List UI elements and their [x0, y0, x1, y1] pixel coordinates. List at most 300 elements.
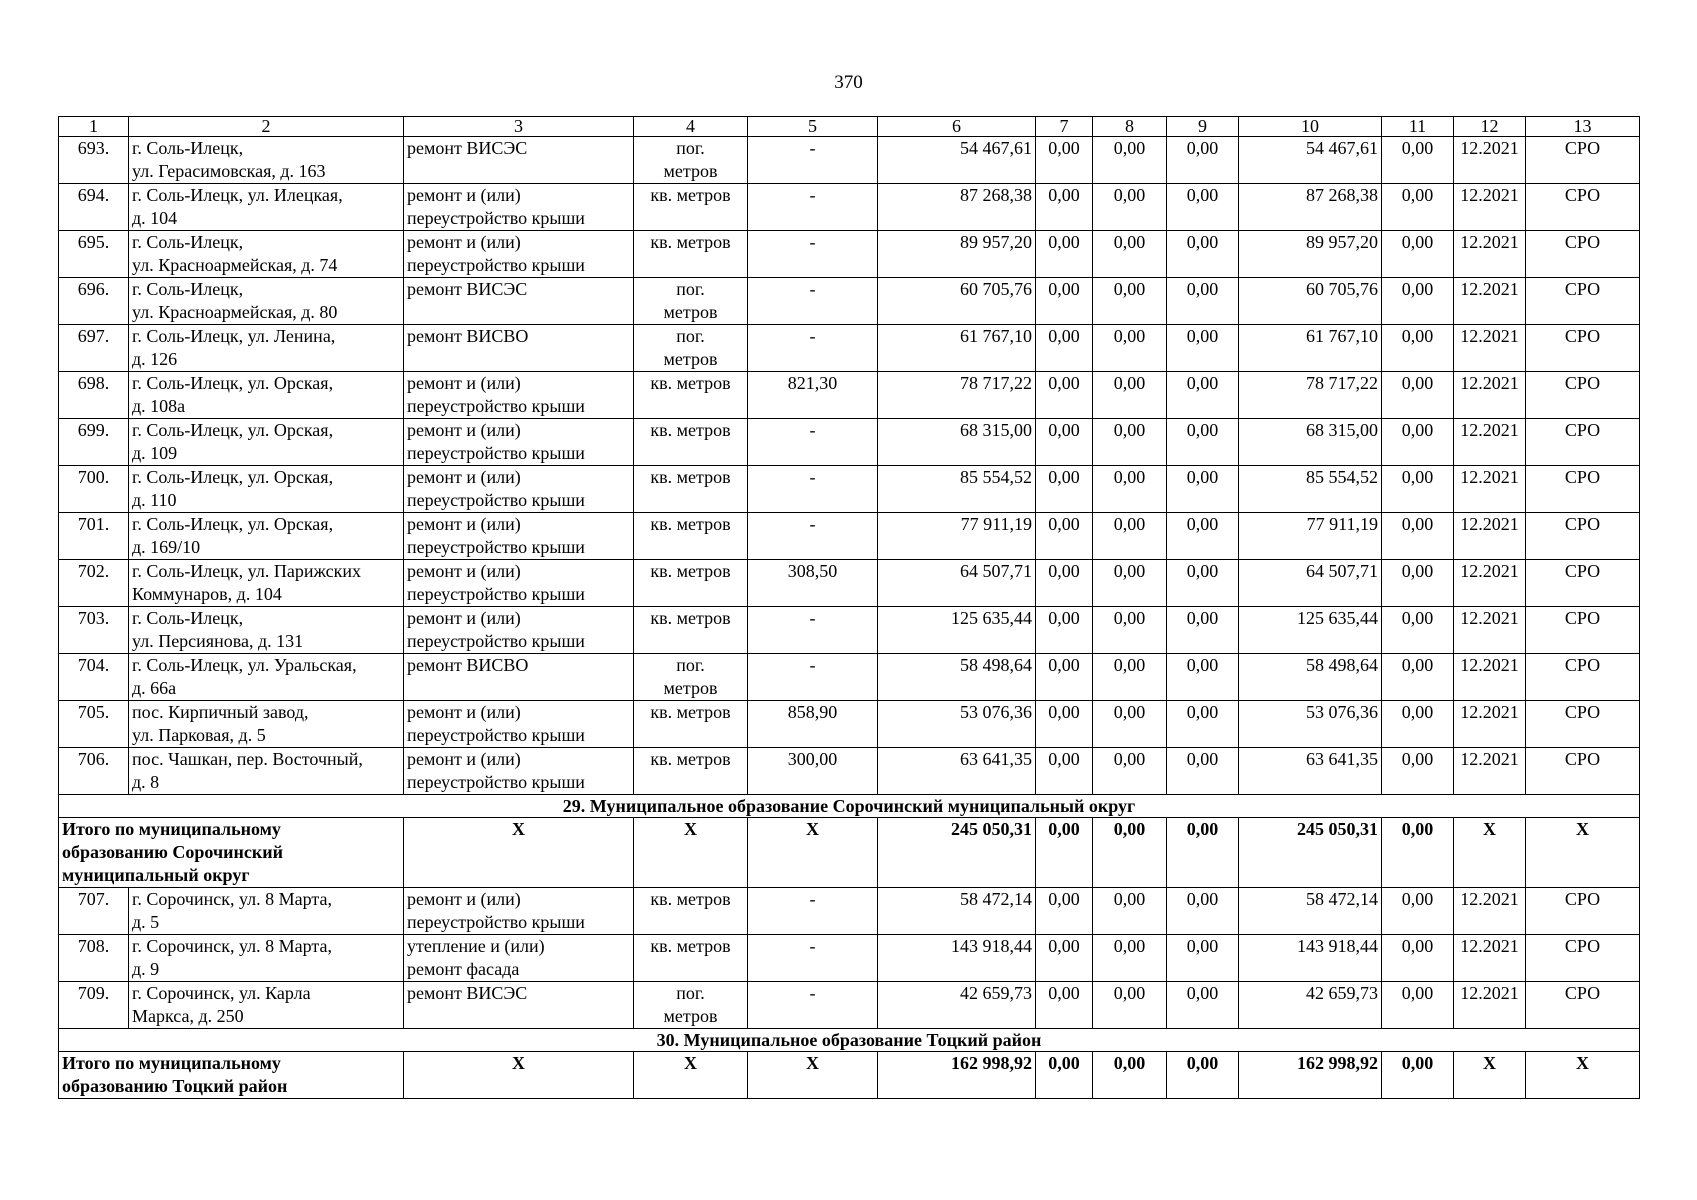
total-col-12: X: [1454, 818, 1526, 888]
unit-cell: [634, 231, 748, 278]
work-type-cell: [404, 935, 634, 982]
fund-9-cell: 0,00: [1167, 748, 1239, 795]
work-type-line-1: ремонт и (или): [407, 420, 521, 440]
row-number: 703.: [59, 607, 129, 654]
unit-cell: [634, 278, 748, 325]
total-col-10: 245 050,31: [1239, 818, 1382, 888]
fund-10-cell: 89 957,20: [1239, 231, 1382, 278]
total-label-line-2: образованию Сорочинский: [62, 842, 283, 862]
address-line-1: г. Соль-Илецк, ул. Ленина,: [132, 326, 336, 346]
section-heading-row: [59, 795, 1640, 818]
volume-cell: -: [748, 982, 878, 1029]
work-type-cell: [404, 372, 634, 419]
unit-line-1: пог.: [676, 279, 705, 299]
address-line-2: ул. Красноармейская, д. 80: [132, 302, 338, 322]
deadline-cell: 12.2021: [1454, 325, 1526, 372]
address-cell: [129, 513, 404, 560]
column-header: 3: [404, 117, 634, 137]
fund-11-cell: 0,00: [1382, 701, 1454, 748]
work-type-line-1: ремонт и (или): [407, 749, 521, 769]
address-line-2: д. 110: [132, 490, 177, 510]
fund-7-cell: 0,00: [1036, 325, 1093, 372]
table-row: [59, 701, 1640, 748]
total-col-5: X: [748, 818, 878, 888]
volume-cell: -: [748, 888, 878, 935]
address-cell: [129, 654, 404, 701]
address-line-1: г. Соль-Илецк, ул. Илецкая,: [132, 185, 343, 205]
method-cell: СРО: [1526, 466, 1640, 513]
volume-cell: -: [748, 137, 878, 184]
fund-11-cell: 0,00: [1382, 607, 1454, 654]
work-type-cell: [404, 888, 634, 935]
row-number: 706.: [59, 748, 129, 795]
column-header: 11: [1382, 117, 1454, 137]
table-row: [59, 372, 1640, 419]
fund-9-cell: 0,00: [1167, 935, 1239, 982]
total-row: [59, 818, 1640, 888]
cost-total-cell: 125 635,44: [878, 607, 1036, 654]
unit-line-1: кв. метров: [650, 420, 731, 440]
row-number: 698.: [59, 372, 129, 419]
work-type-cell: [404, 607, 634, 654]
unit-line-1: кв. метров: [650, 936, 731, 956]
address-cell: [129, 278, 404, 325]
table-row: [59, 278, 1640, 325]
section-heading-row: [59, 1029, 1640, 1052]
cost-total-cell: 143 918,44: [878, 935, 1036, 982]
method-cell: СРО: [1526, 560, 1640, 607]
row-number: 708.: [59, 935, 129, 982]
work-type-cell: [404, 231, 634, 278]
total-col-11: 0,00: [1382, 1052, 1454, 1099]
fund-11-cell: 0,00: [1382, 982, 1454, 1029]
fund-10-cell: 58 472,14: [1239, 888, 1382, 935]
table-row: [59, 137, 1640, 184]
unit-cell: [634, 701, 748, 748]
fund-7-cell: 0,00: [1036, 513, 1093, 560]
fund-10-cell: 42 659,73: [1239, 982, 1382, 1029]
work-type-line-1: ремонт и (или): [407, 185, 521, 205]
column-header: 4: [634, 117, 748, 137]
work-type-cell: [404, 701, 634, 748]
fund-10-cell: 58 498,64: [1239, 654, 1382, 701]
deadline-cell: 12.2021: [1454, 231, 1526, 278]
total-col-4: X: [634, 1052, 748, 1099]
cost-total-cell: 64 507,71: [878, 560, 1036, 607]
unit-cell: [634, 137, 748, 184]
total-col-13: X: [1526, 818, 1640, 888]
work-type-cell: [404, 137, 634, 184]
address-line-2: д. 108а: [132, 396, 186, 416]
work-type-line-1: ремонт ВИСЭС: [407, 138, 528, 158]
table-row: [59, 607, 1640, 654]
address-cell: [129, 982, 404, 1029]
work-type-line-2: переустройство крыши: [407, 443, 585, 463]
fund-7-cell: 0,00: [1036, 419, 1093, 466]
fund-10-cell: 143 918,44: [1239, 935, 1382, 982]
unit-line-1: кв. метров: [650, 467, 731, 487]
fund-7-cell: 0,00: [1036, 466, 1093, 513]
unit-line-2: метров: [663, 161, 718, 181]
volume-cell: -: [748, 419, 878, 466]
fund-8-cell: 0,00: [1093, 607, 1167, 654]
work-type-cell: [404, 748, 634, 795]
unit-line-2: метров: [663, 349, 718, 369]
fund-8-cell: 0,00: [1093, 513, 1167, 560]
deadline-cell: 12.2021: [1454, 560, 1526, 607]
fund-8-cell: 0,00: [1093, 419, 1167, 466]
fund-10-cell: 85 554,52: [1239, 466, 1382, 513]
row-number: 701.: [59, 513, 129, 560]
fund-9-cell: 0,00: [1167, 607, 1239, 654]
deadline-cell: 12.2021: [1454, 701, 1526, 748]
column-header: 5: [748, 117, 878, 137]
fund-10-cell: 53 076,36: [1239, 701, 1382, 748]
address-cell: [129, 325, 404, 372]
unit-line-1: пог.: [676, 138, 705, 158]
table-row: [59, 466, 1640, 513]
deadline-cell: 12.2021: [1454, 654, 1526, 701]
total-col-8: 0,00: [1093, 818, 1167, 888]
fund-8-cell: 0,00: [1093, 935, 1167, 982]
fund-11-cell: 0,00: [1382, 466, 1454, 513]
fund-10-cell: 63 641,35: [1239, 748, 1382, 795]
volume-cell: -: [748, 466, 878, 513]
fund-9-cell: 0,00: [1167, 372, 1239, 419]
cost-total-cell: 87 268,38: [878, 184, 1036, 231]
fund-9-cell: 0,00: [1167, 654, 1239, 701]
fund-10-cell: 77 911,19: [1239, 513, 1382, 560]
address-cell: [129, 748, 404, 795]
row-number: 697.: [59, 325, 129, 372]
row-number: 709.: [59, 982, 129, 1029]
table-row: [59, 888, 1640, 935]
fund-9-cell: 0,00: [1167, 419, 1239, 466]
method-cell: СРО: [1526, 137, 1640, 184]
work-type-line-2: переустройство крыши: [407, 490, 585, 510]
unit-cell: [634, 419, 748, 466]
work-type-line-2: переустройство крыши: [407, 208, 585, 228]
fund-11-cell: 0,00: [1382, 513, 1454, 560]
work-type-line-1: ремонт ВИСЭС: [407, 983, 528, 1003]
volume-cell: -: [748, 654, 878, 701]
method-cell: СРО: [1526, 513, 1640, 560]
total-col-11: 0,00: [1382, 818, 1454, 888]
address-line-1: г. Соль-Илецк,: [132, 279, 244, 299]
fund-9-cell: 0,00: [1167, 231, 1239, 278]
work-type-line-2: переустройство крыши: [407, 912, 585, 932]
fund-7-cell: 0,00: [1036, 654, 1093, 701]
cost-total-cell: 58 472,14: [878, 888, 1036, 935]
fund-8-cell: 0,00: [1093, 982, 1167, 1029]
fund-9-cell: 0,00: [1167, 137, 1239, 184]
fund-7-cell: 0,00: [1036, 607, 1093, 654]
fund-8-cell: 0,00: [1093, 654, 1167, 701]
capital-repair-table: [58, 116, 1640, 1099]
table-row: [59, 982, 1640, 1029]
work-type-line-1: ремонт ВИСЭС: [407, 279, 528, 299]
unit-cell: [634, 654, 748, 701]
address-cell: [129, 137, 404, 184]
cost-total-cell: 53 076,36: [878, 701, 1036, 748]
method-cell: СРО: [1526, 888, 1640, 935]
total-col-6: 162 998,92: [878, 1052, 1036, 1099]
address-cell: [129, 419, 404, 466]
cost-total-cell: 61 767,10: [878, 325, 1036, 372]
fund-7-cell: 0,00: [1036, 935, 1093, 982]
fund-8-cell: 0,00: [1093, 701, 1167, 748]
table-row: [59, 748, 1640, 795]
method-cell: СРО: [1526, 607, 1640, 654]
fund-7-cell: 0,00: [1036, 137, 1093, 184]
unit-cell: [634, 184, 748, 231]
work-type-line-1: ремонт и (или): [407, 561, 521, 581]
address-line-2: ул. Персиянова, д. 131: [132, 631, 304, 651]
work-type-cell: [404, 982, 634, 1029]
total-label-cell: [59, 818, 404, 888]
unit-cell: [634, 935, 748, 982]
unit-cell: [634, 982, 748, 1029]
total-label-line-1: Итого по муниципальному: [62, 819, 281, 839]
fund-9-cell: 0,00: [1167, 325, 1239, 372]
fund-10-cell: 125 635,44: [1239, 607, 1382, 654]
fund-10-cell: 87 268,38: [1239, 184, 1382, 231]
work-type-cell: [404, 419, 634, 466]
cost-total-cell: 78 717,22: [878, 372, 1036, 419]
cost-total-cell: 42 659,73: [878, 982, 1036, 1029]
table-row: [59, 325, 1640, 372]
total-col-4: X: [634, 818, 748, 888]
fund-11-cell: 0,00: [1382, 372, 1454, 419]
work-type-cell: [404, 513, 634, 560]
total-col-7: 0,00: [1036, 818, 1093, 888]
unit-cell: [634, 888, 748, 935]
column-header: 1: [59, 117, 129, 137]
address-line-2: д. 5: [132, 912, 160, 932]
fund-11-cell: 0,00: [1382, 278, 1454, 325]
cost-total-cell: 58 498,64: [878, 654, 1036, 701]
unit-cell: [634, 748, 748, 795]
column-header: 6: [878, 117, 1036, 137]
row-number: 695.: [59, 231, 129, 278]
column-header: 10: [1239, 117, 1382, 137]
total-col-7: 0,00: [1036, 1052, 1093, 1099]
page-number: 370: [834, 72, 863, 93]
unit-line-1: пог.: [676, 326, 705, 346]
method-cell: СРО: [1526, 701, 1640, 748]
address-line-2: д. 8: [132, 772, 160, 792]
fund-8-cell: 0,00: [1093, 888, 1167, 935]
fund-7-cell: 0,00: [1036, 888, 1093, 935]
address-cell: [129, 231, 404, 278]
table-row: [59, 231, 1640, 278]
deadline-cell: 12.2021: [1454, 748, 1526, 795]
method-cell: СРО: [1526, 419, 1640, 466]
unit-line-2: метров: [663, 1006, 718, 1026]
table-row: [59, 560, 1640, 607]
table-row: [59, 513, 1640, 560]
work-type-cell: [404, 654, 634, 701]
deadline-cell: 12.2021: [1454, 278, 1526, 325]
unit-cell: [634, 325, 748, 372]
work-type-cell: [404, 184, 634, 231]
fund-10-cell: 64 507,71: [1239, 560, 1382, 607]
row-number: 694.: [59, 184, 129, 231]
fund-10-cell: 61 767,10: [1239, 325, 1382, 372]
address-line-1: г. Соль-Илецк,: [132, 138, 244, 158]
fund-8-cell: 0,00: [1093, 560, 1167, 607]
cost-total-cell: 68 315,00: [878, 419, 1036, 466]
deadline-cell: 12.2021: [1454, 513, 1526, 560]
address-line-2: ул. Красноармейская, д. 74: [132, 255, 338, 275]
fund-8-cell: 0,00: [1093, 372, 1167, 419]
total-col-9: 0,00: [1167, 1052, 1239, 1099]
work-type-line-1: ремонт и (или): [407, 514, 521, 534]
work-type-line-2: переустройство крыши: [407, 584, 585, 604]
fund-10-cell: 78 717,22: [1239, 372, 1382, 419]
fund-11-cell: 0,00: [1382, 654, 1454, 701]
address-line-1: г. Соль-Илецк, ул. Парижских: [132, 561, 361, 581]
volume-cell: 858,90: [748, 701, 878, 748]
address-line-1: г. Соль-Илецк,: [132, 608, 244, 628]
column-number-row: [59, 117, 1640, 137]
address-line-1: г. Соль-Илецк, ул. Орская,: [132, 514, 334, 534]
address-line-2: д. 9: [132, 959, 160, 979]
total-row: [59, 1052, 1640, 1099]
total-col-5: X: [748, 1052, 878, 1099]
volume-cell: 821,30: [748, 372, 878, 419]
address-cell: [129, 701, 404, 748]
method-cell: СРО: [1526, 935, 1640, 982]
address-line-1: пос. Чашкан, пер. Восточный,: [132, 749, 363, 769]
volume-cell: 308,50: [748, 560, 878, 607]
address-cell: [129, 560, 404, 607]
fund-8-cell: 0,00: [1093, 184, 1167, 231]
cost-total-cell: 60 705,76: [878, 278, 1036, 325]
method-cell: СРО: [1526, 184, 1640, 231]
work-type-line-1: ремонт ВИСВО: [407, 326, 529, 346]
fund-11-cell: 0,00: [1382, 325, 1454, 372]
fund-11-cell: 0,00: [1382, 137, 1454, 184]
address-line-1: г. Сорочинск, ул. 8 Марта,: [132, 889, 332, 909]
fund-9-cell: 0,00: [1167, 466, 1239, 513]
method-cell: СРО: [1526, 278, 1640, 325]
unit-line-1: кв. метров: [650, 702, 731, 722]
cost-total-cell: 54 467,61: [878, 137, 1036, 184]
work-type-line-1: ремонт и (или): [407, 889, 521, 909]
total-label-line-3: муниципальный округ: [62, 865, 250, 885]
fund-11-cell: 0,00: [1382, 748, 1454, 795]
address-cell: [129, 184, 404, 231]
row-number: 707.: [59, 888, 129, 935]
column-header: 12: [1454, 117, 1526, 137]
address-line-1: г. Соль-Илецк, ул. Орская,: [132, 373, 334, 393]
unit-cell: [634, 607, 748, 654]
fund-7-cell: 0,00: [1036, 982, 1093, 1029]
row-number: 700.: [59, 466, 129, 513]
deadline-cell: 12.2021: [1454, 466, 1526, 513]
method-cell: СРО: [1526, 372, 1640, 419]
address-line-2: ул. Герасимовская, д. 163: [132, 161, 326, 181]
cost-total-cell: 77 911,19: [878, 513, 1036, 560]
deadline-cell: 12.2021: [1454, 982, 1526, 1029]
deadline-cell: 12.2021: [1454, 888, 1526, 935]
column-header: 8: [1093, 117, 1167, 137]
unit-cell: [634, 372, 748, 419]
column-header: 7: [1036, 117, 1093, 137]
address-line-1: пос. Кирпичный завод,: [132, 702, 309, 722]
fund-7-cell: 0,00: [1036, 372, 1093, 419]
volume-cell: -: [748, 231, 878, 278]
unit-line-1: кв. метров: [650, 561, 731, 581]
work-type-line-2: переустройство крыши: [407, 255, 585, 275]
address-line-2: д. 126: [132, 349, 178, 369]
unit-line-1: кв. метров: [650, 608, 731, 628]
unit-line-1: кв. метров: [650, 889, 731, 909]
volume-cell: 300,00: [748, 748, 878, 795]
section-title: 29. Муниципальное образование Сорочинский муниципальный округ: [59, 795, 1640, 818]
total-col-13: X: [1526, 1052, 1640, 1099]
deadline-cell: 12.2021: [1454, 607, 1526, 654]
address-line-2: Маркса, д. 250: [132, 1006, 244, 1026]
total-col-8: 0,00: [1093, 1052, 1167, 1099]
address-line-1: г. Соль-Илецк, ул. Орская,: [132, 467, 334, 487]
address-line-2: д. 66а: [132, 678, 177, 698]
volume-cell: -: [748, 278, 878, 325]
unit-line-1: кв. метров: [650, 373, 731, 393]
total-col-6: 245 050,31: [878, 818, 1036, 888]
address-line-2: д. 104: [132, 208, 178, 228]
column-header: 9: [1167, 117, 1239, 137]
fund-8-cell: 0,00: [1093, 278, 1167, 325]
unit-line-1: пог.: [676, 655, 705, 675]
fund-9-cell: 0,00: [1167, 513, 1239, 560]
total-label-line-1: Итого по муниципальному: [62, 1053, 281, 1073]
fund-8-cell: 0,00: [1093, 325, 1167, 372]
method-cell: СРО: [1526, 231, 1640, 278]
fund-9-cell: 0,00: [1167, 184, 1239, 231]
address-line-1: г. Сорочинск, ул. 8 Марта,: [132, 936, 332, 956]
work-type-line-2: переустройство крыши: [407, 772, 585, 792]
address-cell: [129, 935, 404, 982]
address-line-1: г. Соль-Илецк,: [132, 232, 244, 252]
row-number: 702.: [59, 560, 129, 607]
fund-11-cell: 0,00: [1382, 560, 1454, 607]
method-cell: СРО: [1526, 982, 1640, 1029]
row-number: 696.: [59, 278, 129, 325]
address-line-2: д. 109: [132, 443, 178, 463]
row-number: 699.: [59, 419, 129, 466]
deadline-cell: 12.2021: [1454, 372, 1526, 419]
deadline-cell: 12.2021: [1454, 137, 1526, 184]
fund-7-cell: 0,00: [1036, 748, 1093, 795]
fund-11-cell: 0,00: [1382, 935, 1454, 982]
fund-10-cell: 68 315,00: [1239, 419, 1382, 466]
deadline-cell: 12.2021: [1454, 935, 1526, 982]
work-type-line-1: ремонт и (или): [407, 467, 521, 487]
table-row: [59, 935, 1640, 982]
deadline-cell: 12.2021: [1454, 419, 1526, 466]
total-col-12: X: [1454, 1052, 1526, 1099]
work-type-cell: [404, 560, 634, 607]
work-type-line-1: ремонт и (или): [407, 232, 521, 252]
fund-8-cell: 0,00: [1093, 466, 1167, 513]
address-line-2: Коммунаров, д. 104: [132, 584, 282, 604]
unit-line-1: кв. метров: [650, 185, 731, 205]
work-type-cell: [404, 466, 634, 513]
cost-total-cell: 85 554,52: [878, 466, 1036, 513]
address-line-1: г. Соль-Илецк, ул. Уральская,: [132, 655, 357, 675]
